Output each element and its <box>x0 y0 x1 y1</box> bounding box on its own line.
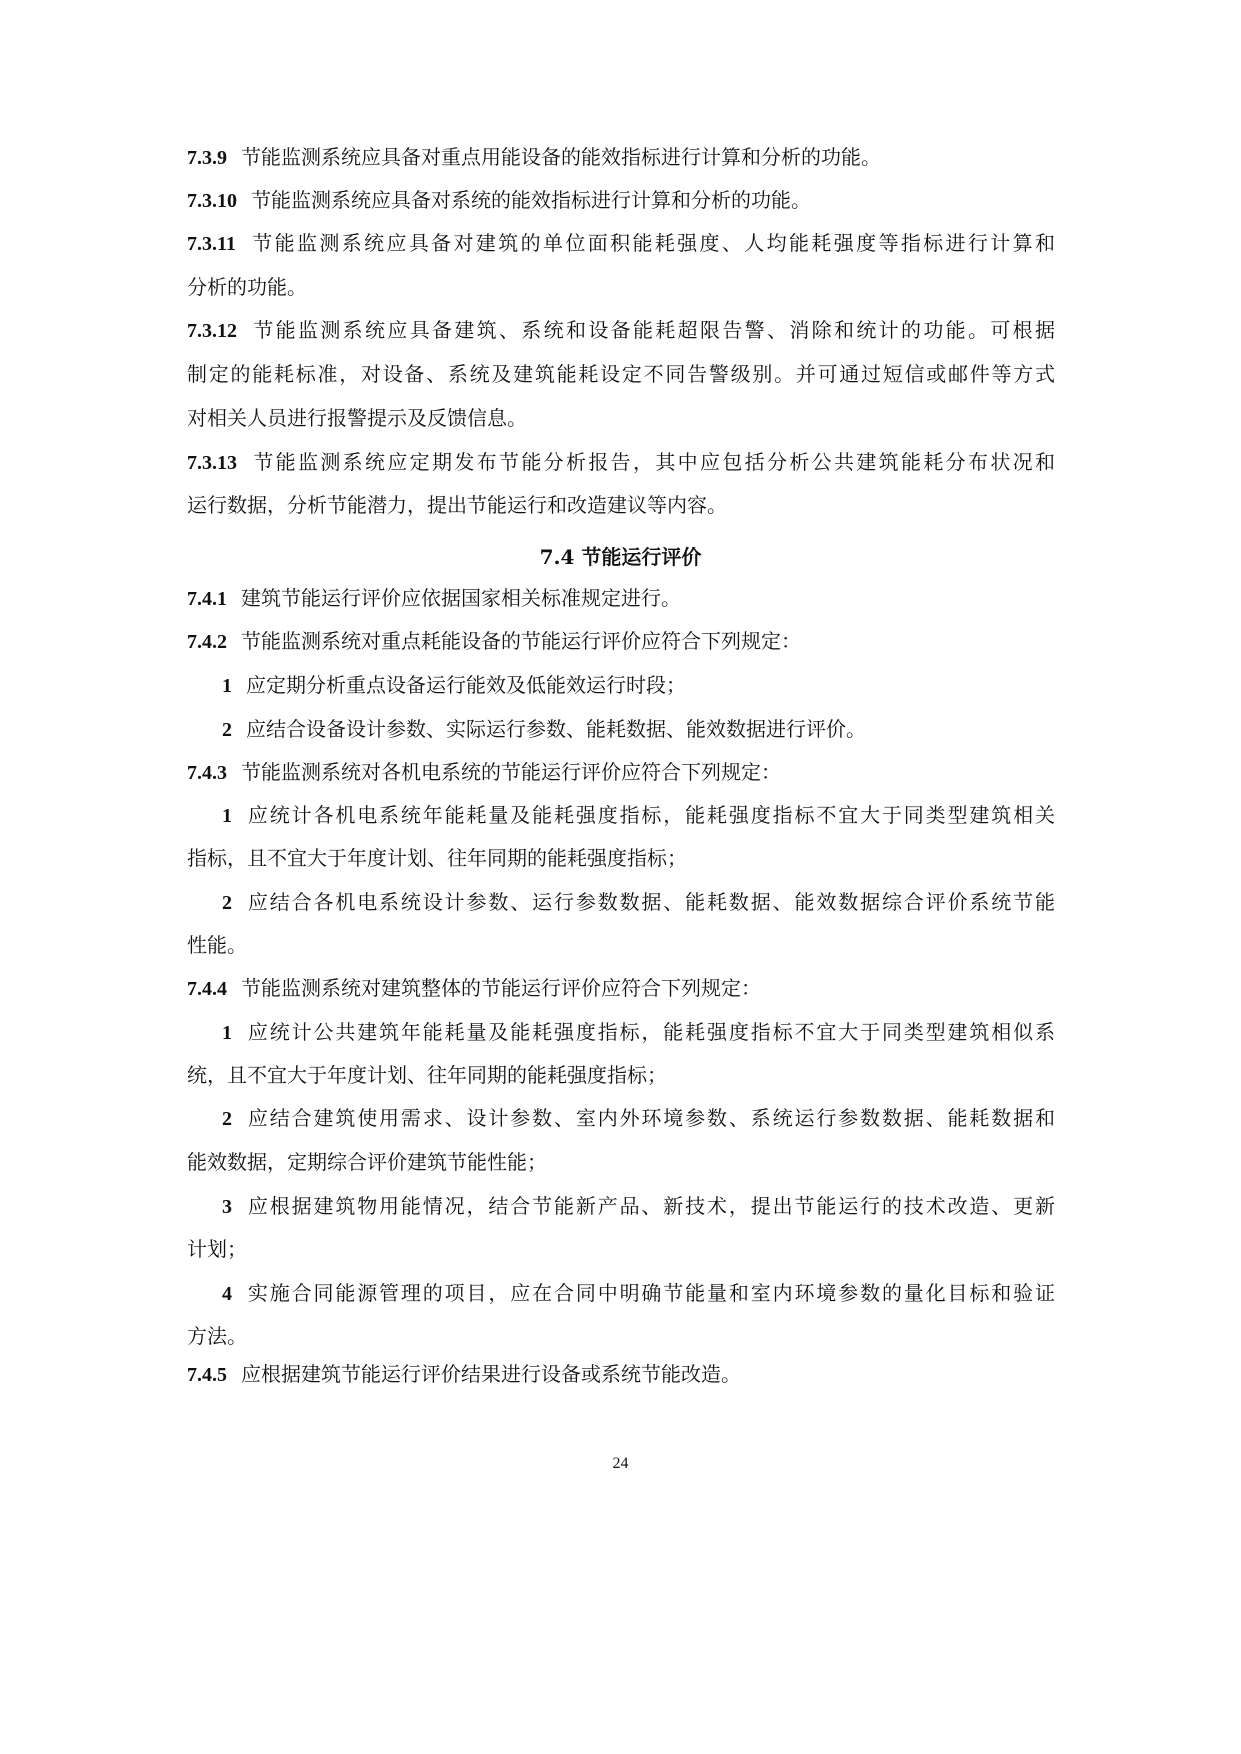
clause <box>187 186 1055 215</box>
list-item <box>222 1104 1055 1133</box>
clause-number: 7.4.2 <box>187 631 227 653</box>
list-item <box>222 888 1055 917</box>
clause-continuation <box>187 931 1055 959</box>
clause-text: 性能。 <box>187 933 247 957</box>
clause-text: 统，且不宜大于年度计划、往年同期的能耗强度指标； <box>187 1063 667 1087</box>
clause-continuation <box>187 844 1055 872</box>
clause-continuation <box>187 491 1055 519</box>
clause-continuation <box>187 360 1055 388</box>
clause-text: 应根据建筑物用能情况，结合节能新产品、新技术，提出节能运行的技术改造、更新 <box>246 1194 1055 1218</box>
clause-continuation <box>187 1148 1055 1176</box>
clause-text: 分析的功能。 <box>187 275 307 299</box>
clause-text: 节能监测系统应具备对重点用能设备的能效指标进行计算和分析的功能。 <box>241 145 881 169</box>
list-item <box>222 715 1055 744</box>
clause-text: 节能监测系统对重点耗能设备的节能运行评价应符合下列规定： <box>241 629 801 653</box>
list-item <box>222 1192 1055 1221</box>
clause <box>187 974 1055 1003</box>
clause-text: 指标，且不宜大于年度计划、往年同期的能耗强度指标； <box>187 846 687 870</box>
clause-text: 节能监测系统对建筑整体的节能运行评价应符合下列规定： <box>241 976 761 1000</box>
clause-continuation <box>187 1322 1055 1350</box>
clause-continuation <box>187 1235 1055 1263</box>
clause-text: 计划； <box>187 1237 247 1261</box>
list-item <box>222 801 1055 830</box>
clause-text: 对相关人员进行报警提示及反馈信息。 <box>187 406 527 430</box>
clause-text: 应统计公共建筑年能耗量及能耗强度指标，能耗强度指标不宜大于同类型建筑相似系 <box>246 1020 1055 1044</box>
clause-text: 节能监测系统应定期发布节能分析报告，其中应包括分析公共建筑能耗分布状况和 <box>251 450 1055 474</box>
list-item <box>222 1279 1055 1308</box>
page-number: 24 <box>612 1455 629 1472</box>
clause-continuation <box>187 273 1055 301</box>
clause-number: 2 <box>222 892 232 914</box>
section-heading: 7.4 节能运行评价 <box>539 545 702 569</box>
clause-text: 方法。 <box>187 1324 247 1348</box>
clause-number: 3 <box>222 1196 232 1218</box>
clause-text: 节能监测系统对各机电系统的节能运行评价应符合下列规定： <box>241 760 781 784</box>
clause-number: 4 <box>222 1283 232 1305</box>
clause-text: 能效数据，定期综合评价建筑节能性能； <box>187 1150 547 1174</box>
clause <box>187 316 1055 345</box>
clause-text: 节能监测系统应具备对建筑的单位面积能耗强度、人均能耗强度等指标进行计算和 <box>249 231 1055 255</box>
clause-continuation <box>187 404 1055 432</box>
list-item <box>222 1018 1055 1047</box>
clause <box>187 758 1055 787</box>
clause-text: 应根据建筑节能运行评价结果进行设备或系统节能改造。 <box>241 1362 741 1386</box>
clause-text: 应结合各机电系统设计参数、运行参数数据、能耗数据、能效数据综合评价系统节能 <box>246 890 1055 914</box>
clause-text: 应结合建筑使用需求、设计参数、室内外环境参数、系统运行参数数据、能耗数据和 <box>246 1106 1055 1130</box>
clause-number: 7.3.13 <box>187 452 237 474</box>
clause-text: 节能监测系统应具备建筑、系统和设备能耗超限告警、消除和统计的功能。可根据 <box>251 318 1055 342</box>
clause <box>187 143 1055 172</box>
clause-number: 7.4.3 <box>187 762 227 784</box>
clause <box>187 627 1055 656</box>
clause-number: 2 <box>222 719 232 741</box>
clause <box>187 584 1055 613</box>
list-item <box>222 671 1055 700</box>
clause-number: 1 <box>222 675 232 697</box>
clause-number: 1 <box>222 1022 232 1044</box>
clause-text: 节能监测系统应具备对系统的能效指标进行计算和分析的功能。 <box>251 188 811 212</box>
clause-text: 建筑节能运行评价应依据国家相关标准规定进行。 <box>241 586 681 610</box>
clause-number: 7.3.10 <box>187 190 237 212</box>
clause-number: 7.3.12 <box>187 320 237 342</box>
clause-number: 7.3.9 <box>187 147 227 169</box>
clause-text: 应定期分析重点设备运行能效及低能效运行时段； <box>246 673 686 697</box>
clause-number: 2 <box>222 1108 232 1130</box>
clause-number: 7.3.11 <box>187 233 236 255</box>
clause-text: 实施合同能源管理的项目，应在合同中明确节能量和室内环境参数的量化目标和验证 <box>246 1281 1055 1305</box>
clause-continuation <box>187 1061 1055 1089</box>
clause-number: 7.4.5 <box>187 1364 227 1386</box>
clause-number: 1 <box>222 805 232 827</box>
clause-number: 7.4.4 <box>187 978 227 1000</box>
clause-text: 应结合设备设计参数、实际运行参数、能耗数据、能效数据进行评价。 <box>246 717 866 741</box>
clause <box>187 229 1055 258</box>
clause-text: 运行数据，分析节能潜力，提出节能运行和改造建议等内容。 <box>187 493 727 517</box>
clause <box>187 448 1055 477</box>
clause-number: 7.4.1 <box>187 588 227 610</box>
clause-text: 制定的能耗标准，对设备、系统及建筑能耗设定不同告警级别。并可通过短信或邮件等方式 <box>187 362 1055 386</box>
clause-text: 应统计各机电系统年能耗量及能耗强度指标，能耗强度指标不宜大于同类型建筑相关 <box>246 803 1055 827</box>
clause <box>187 1360 1055 1389</box>
